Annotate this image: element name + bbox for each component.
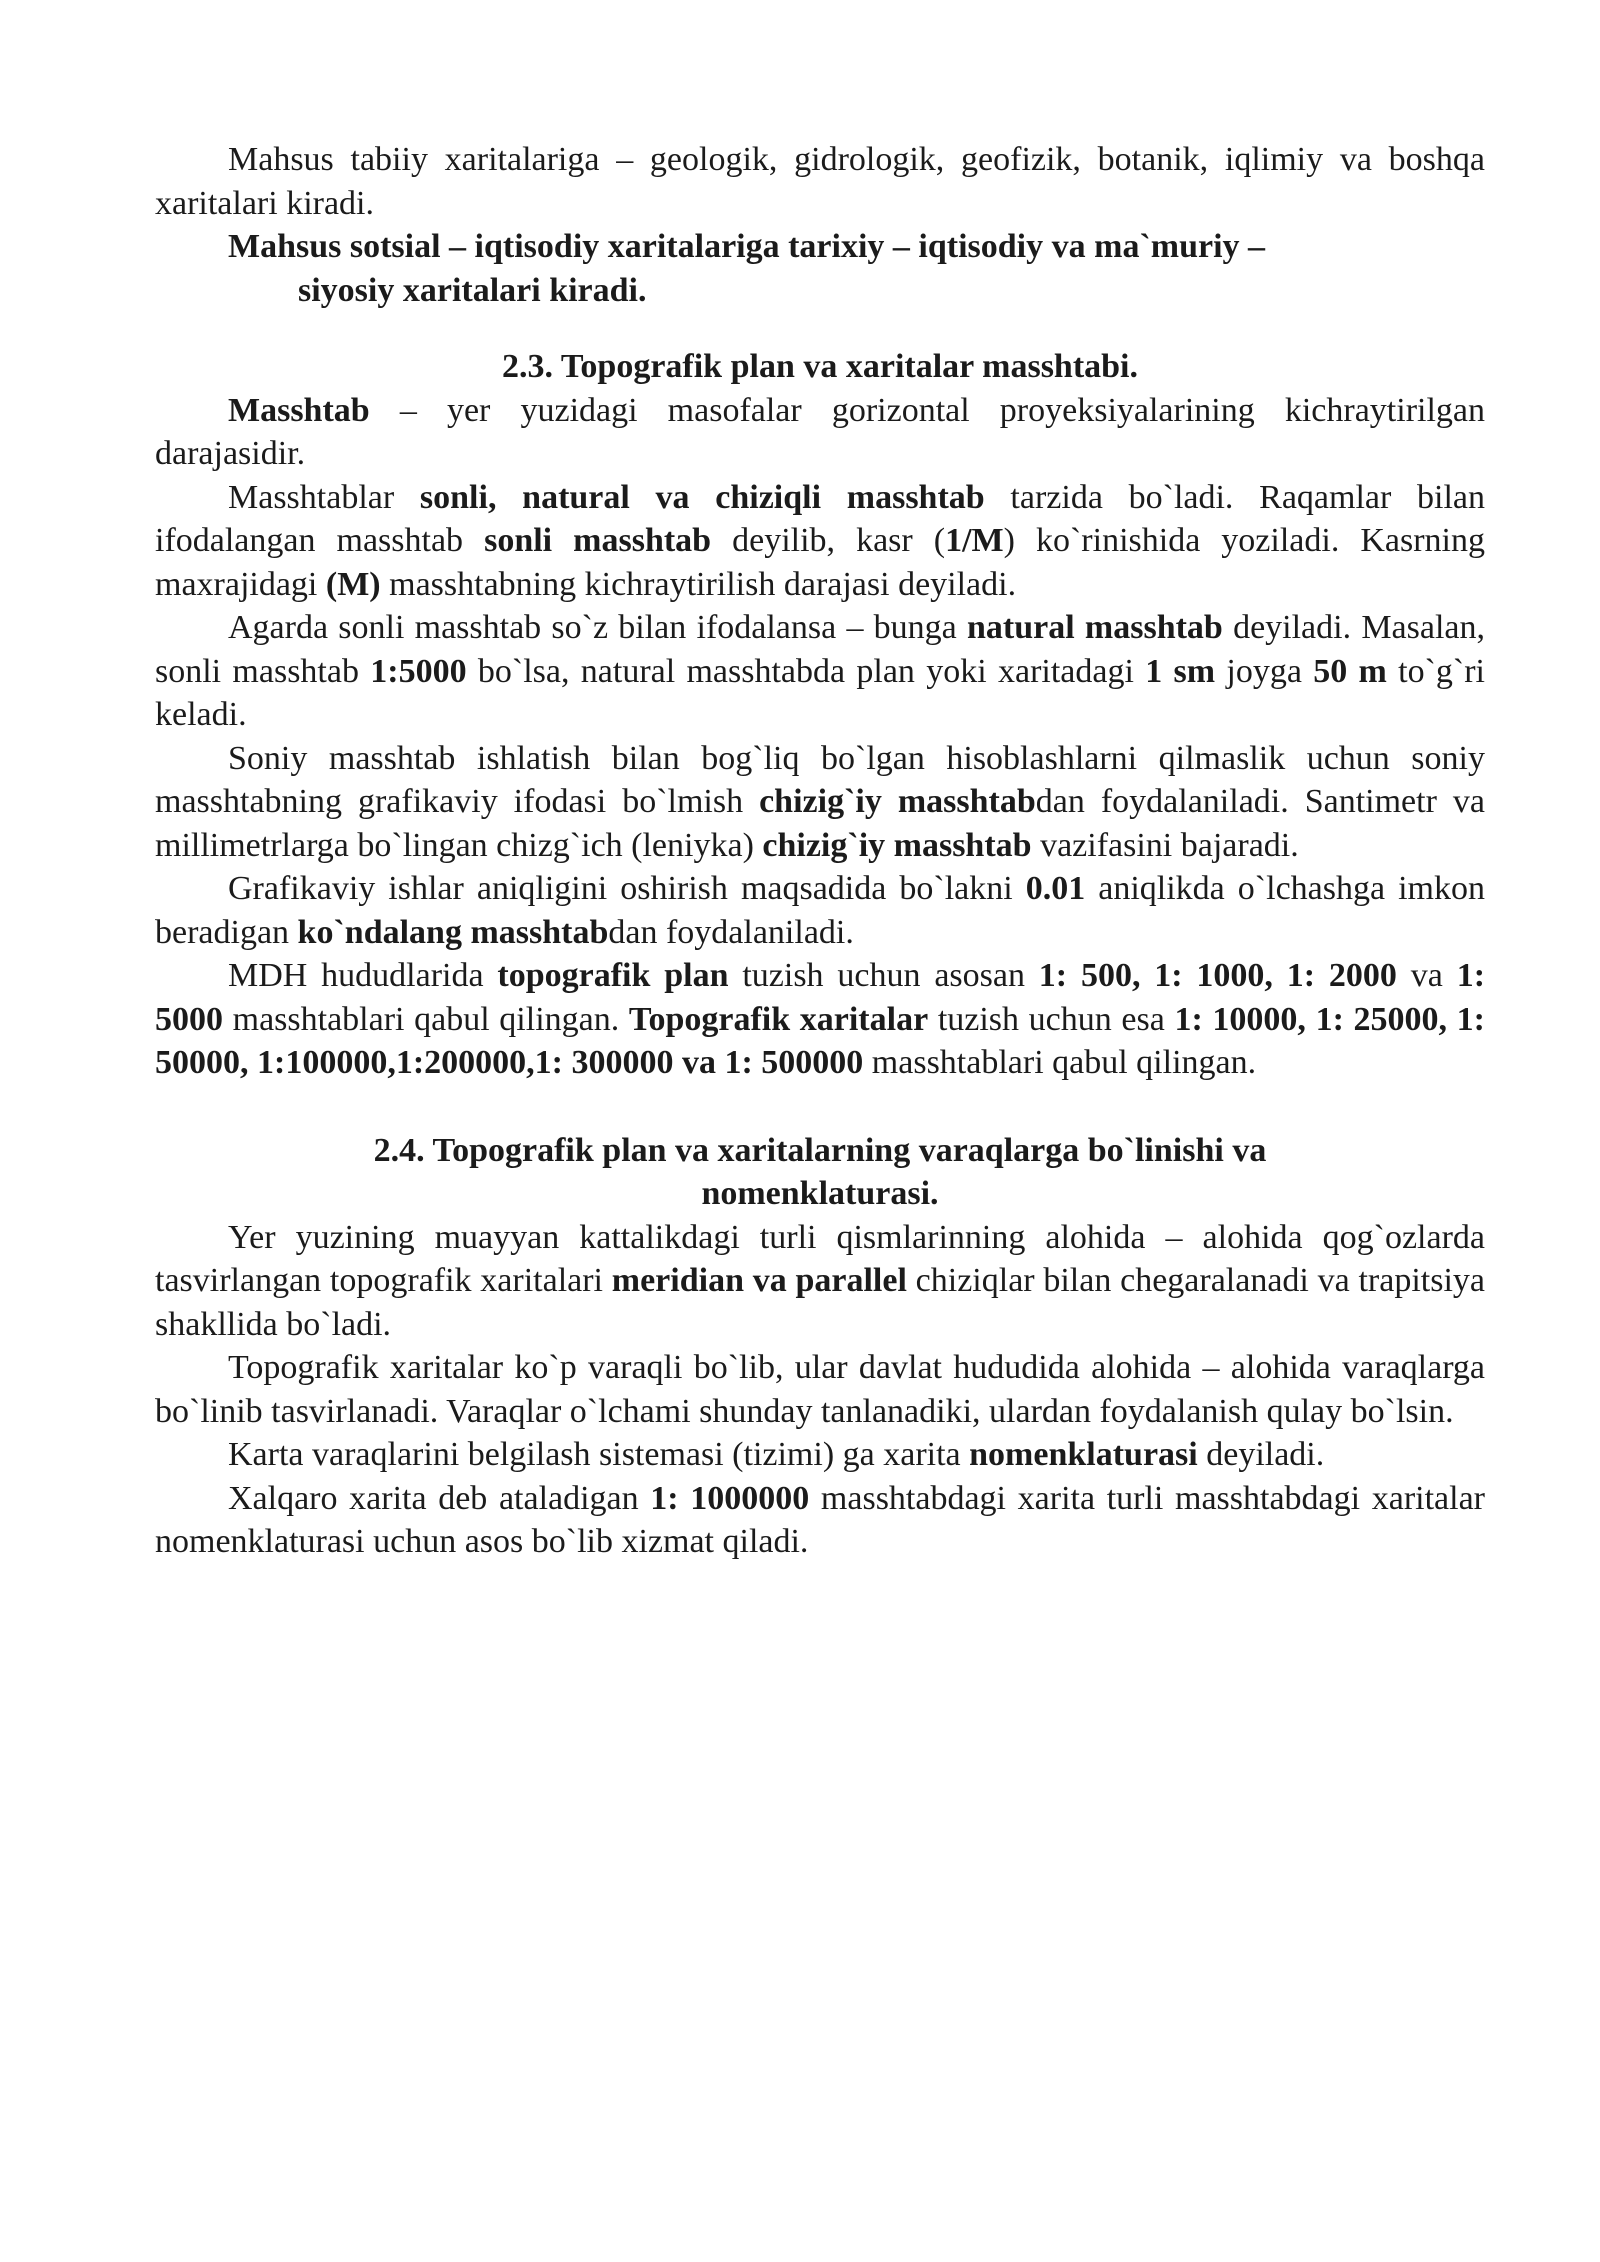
heading-line: nomenklaturasi. (701, 1175, 939, 1212)
bold-term: 1: 500, 1: 1000, 1: 2000 (1038, 957, 1397, 994)
section-heading-2-4 (155, 1129, 1485, 1216)
bold-term: topografik plan (497, 957, 729, 994)
bold-term: 1:5000 (370, 652, 467, 690)
paragraph-text: to`g`ri keladi. (155, 652, 1485, 733)
paragraph-text: bo`lsa, natural masshtabda plan yoki xaritadagi (466, 652, 1146, 690)
paragraph-text: masshtabdagi xarita turli masshtabdagi xaritalar nomenklaturasi uchun asos bo`lib xizmat qiladi. (155, 1479, 1485, 1560)
bold-term: 50 m (1313, 652, 1387, 690)
paragraph-text: ) ko`rinishida yoziladi. Kasrning maxrajidagi (155, 522, 1486, 603)
paragraph-text: masshtablari qabul qilingan. (863, 1044, 1257, 1081)
paragraph-text: va (1396, 957, 1457, 994)
paragraph-text: tarzida bo`ladi. Raqamlar bilan ifodalangan masshtab (155, 478, 1486, 559)
bold-term: 0.01 (1025, 870, 1086, 907)
bold-term: meridian va parallel (611, 1262, 907, 1299)
paragraph-text: joyga (1215, 652, 1314, 690)
bold-term: 1 sm (1145, 652, 1216, 690)
bold-term: 1: 10000, 1: 25000, 1: 50000, 1:100000,1:200000,1: 300000 va 1: 500000 (155, 1000, 1486, 1081)
paragraph-text: deyilib, kasr ( (711, 522, 946, 559)
spacer (155, 312, 1485, 345)
paragraph-text: masshtabning kichraytirilish darajasi deyiladi. (380, 565, 1017, 603)
section-heading-2-3: 2.3. Topografik plan va xaritalar masshtabi. (501, 348, 1139, 385)
paragraph-text: Karta varaqlarini belgilash sistemasi (tizimi) ga xarita (228, 1436, 970, 1473)
paragraph-text: Soniy masshtab ishlatish bilan bog`liq bo`lgan hisoblashlarni qilmaslik uchun soniy masshtabning grafikaviy ifodasi bo`lmish (155, 739, 1485, 820)
document-page (155, 138, 1485, 1564)
paragraph-text: deyiladi. (1197, 1436, 1325, 1473)
bold-term: sonli masshtab (484, 522, 712, 559)
spacer (155, 1085, 1485, 1129)
paragraph-nomenclature (155, 1433, 1485, 1477)
paragraph-map-sheets (155, 1216, 1485, 1347)
paragraph-international-map (155, 1477, 1485, 1564)
paragraph-text: MDH hududlarida (228, 957, 498, 994)
paragraph-scale-definition (155, 389, 1485, 476)
paragraph-scale-types (155, 476, 1485, 607)
paragraph-line: siyosiy xaritalari kiradi. (298, 271, 647, 309)
bold-term: sonli, natural va chiziqli masshtab (419, 478, 985, 516)
bold-term: natural masshtab (967, 609, 1223, 646)
paragraph-text: Grafikaviy ishlar aniqligini oshirish maqsadida bo`lakni (228, 870, 1026, 907)
paragraph-natural-scale (155, 606, 1485, 737)
paragraph-text: deyiladi. Masalan, sonli masshtab (155, 609, 1486, 690)
paragraph-line: Mahsus sotsial – iqtisodiy xaritalariga tarixiy – iqtisodiy va ma`muriy – (228, 228, 1266, 265)
paragraph-text: Yer yuzining muayyan kattalikdagi turli qismlarinning alohida – alohida qog`ozlarda tasvirlangan topografik xaritalari (155, 1218, 1485, 1299)
paragraph-linear-scale (155, 737, 1485, 868)
paragraph-text: – yer yuzidagi masofalar gorizontal proyeksiyalarining kichraytirilgan darajasidir. (155, 391, 1485, 472)
paragraph-text: chiziqlar bilan chegaralanadi va trapitsiya shakllida bo`ladi. (155, 1262, 1485, 1343)
bold-term: (M) (325, 565, 381, 603)
bold-term: chizig`iy masshtab (759, 783, 1036, 820)
heading-line: 2.4. Topografik plan va xaritalarning varaqlarga bo`linishi va (373, 1131, 1267, 1169)
paragraph-multi-sheet (155, 1346, 1485, 1433)
bold-term: 1: 1000000 (650, 1479, 810, 1517)
bold-term: ko`ndalang masshtab (297, 913, 609, 951)
paragraph-text: tuzish uchun asosan (728, 957, 1039, 994)
paragraph-text: dan foydalaniladi. (608, 913, 854, 951)
paragraph-natural-maps (155, 138, 1485, 225)
paragraph-text: aniqlikda o`lchashga imkon beradigan (155, 870, 1486, 951)
paragraph-text: Topografik xaritalar ko`p varaqli bo`lib, ular davlat hududida alohida – alohida varaqlarga bo`linib tasvirlanadi. Varaqlar o`lchami shunday tanlanadiki, ulardan foydalanish qulay bo`lsin. (155, 1349, 1485, 1430)
paragraph-text: dan foydalaniladi. Santimetr va millimetrlarga bo`lingan chizg`ich (leniyka) (155, 783, 1485, 864)
paragraph-cis-scales (155, 954, 1485, 1085)
bold-term: nomenklaturasi (969, 1436, 1198, 1473)
paragraph-text: vazifasini bajaradi. (1031, 826, 1299, 864)
paragraph-text: masshtablari qabul qilingan. (223, 1000, 629, 1038)
bold-term: 1: 5000 (155, 957, 1486, 1038)
bold-term: Masshtab (228, 391, 370, 429)
paragraph-transverse-scale (155, 867, 1485, 954)
paragraph-text: Agarda sonli masshtab so`z bilan ifodalansa – bunga (228, 609, 967, 646)
paragraph-text: Mahsus tabiiy xaritalariga – geologik, gidrologik, geofizik, botanik, iqlimiy va boshqa xaritalari kiradi. (155, 141, 1485, 222)
bold-term: chizig`iy masshtab (762, 826, 1032, 864)
paragraph-socio-economic-maps (155, 225, 1485, 312)
paragraph-text: Masshtablar (228, 478, 420, 516)
paragraph-text: Xalqaro xarita deb ataladigan (228, 1479, 651, 1517)
bold-term: Topografik xaritalar (628, 1000, 929, 1038)
bold-term: 1/M (945, 522, 1004, 559)
paragraph-text: tuzish uchun esa (928, 1000, 1175, 1038)
